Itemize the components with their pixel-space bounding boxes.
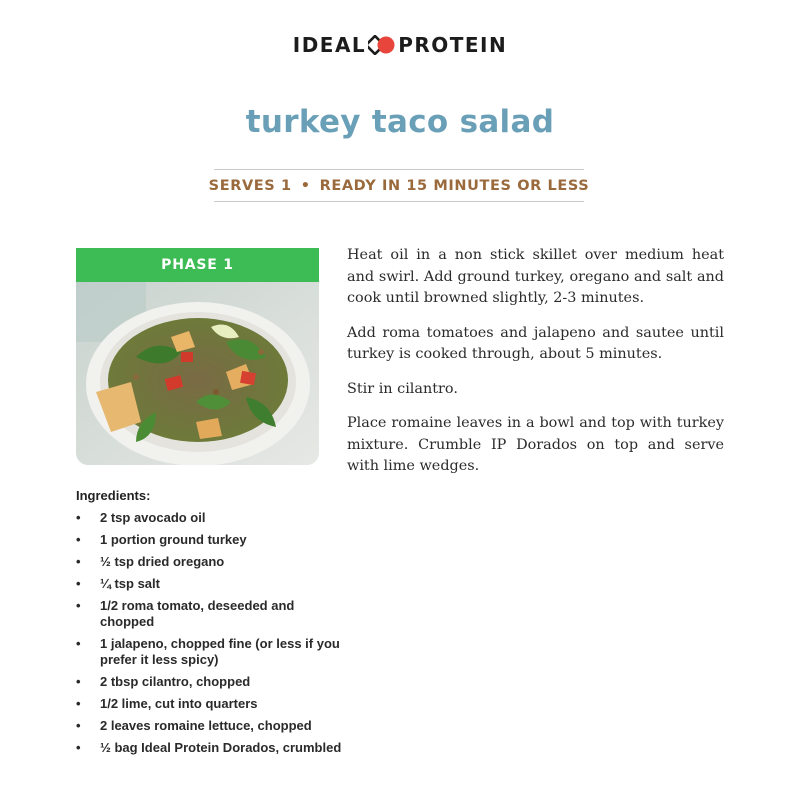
- ingredient-item: [76, 696, 346, 712]
- ingredient-item: [76, 532, 346, 548]
- bullet: •: [76, 532, 81, 547]
- instruction-step: Stir in cilantro.: [347, 380, 458, 397]
- ingredient-item: [76, 674, 346, 690]
- bullet: •: [76, 636, 81, 651]
- salad-bowl-image: [76, 282, 319, 465]
- ready-time-text: READY IN 15 MINUTES OR LESS: [319, 177, 590, 194]
- recipe-meta-bar: [208, 169, 590, 202]
- recipe-title: turkey taco salad: [245, 104, 555, 140]
- meta-separator: •: [300, 177, 311, 194]
- ingredient-text: 2 leaves romaine lettuce, chopped: [100, 718, 312, 733]
- brand-name-right: PROTEIN: [398, 33, 508, 57]
- ingredient-text: 1 jalapeno, chopped fine (or less if you prefer it less spicy): [100, 636, 340, 667]
- phase-badge: PHASE 1: [76, 248, 319, 282]
- ingredient-text: 2 tsp avocado oil: [100, 510, 206, 525]
- ingredients-list: [76, 510, 346, 762]
- instruction-step: Add roma tomatoes and jalapeno and sautee until turkey is cooked through, about 5 minutes.: [347, 324, 724, 362]
- ingredient-text: ½ bag Ideal Protein Dorados, crumbled: [100, 740, 342, 755]
- brand-logo: [0, 33, 800, 57]
- bullet: •: [76, 598, 81, 613]
- bullet: •: [76, 576, 81, 591]
- ingredient-item: [76, 718, 346, 734]
- ingredient-text: 2 tbsp cilantro, chopped: [100, 674, 251, 689]
- instruction-step: Place romaine leaves in a bowl and top with turkey mixture. Crumble IP Dorados on top and serve with lime wedges.: [347, 415, 724, 474]
- ingredient-item: [76, 554, 346, 570]
- bullet: •: [76, 696, 81, 711]
- ingredient-text: 1/2 lime, cut into quarters: [100, 696, 258, 711]
- ingredient-text: ¼ tsp salt: [100, 576, 160, 591]
- ingredient-text: 1 portion ground turkey: [100, 532, 247, 547]
- ingredient-text: 1/2 roma tomato, deseeded and chopped: [100, 598, 295, 629]
- ingredients-heading: Ingredients:: [76, 488, 151, 503]
- ingredient-item: [76, 510, 346, 526]
- ingredient-item: [76, 636, 346, 668]
- ingredient-item: [76, 576, 346, 592]
- ingredient-item: [76, 740, 346, 756]
- brand-mark-icon: [368, 35, 396, 55]
- instructions: [347, 245, 724, 491]
- serves-text: SERVES 1: [208, 177, 292, 194]
- ingredient-text: ½ tsp dried oregano: [100, 554, 225, 569]
- bullet: •: [76, 740, 81, 755]
- bullet: •: [76, 510, 81, 525]
- bullet: •: [76, 674, 81, 689]
- bullet: •: [76, 718, 81, 733]
- instruction-step: Heat oil in a non stick skillet over medium heat and swirl. Add ground turkey, oregano and salt and cook until browned slightly, 2-3 minutes.: [347, 247, 724, 306]
- brand-name-left: IDEAL: [292, 33, 367, 57]
- recipe-photo: [76, 282, 319, 465]
- ingredient-item: [76, 598, 346, 630]
- bullet: •: [76, 554, 81, 569]
